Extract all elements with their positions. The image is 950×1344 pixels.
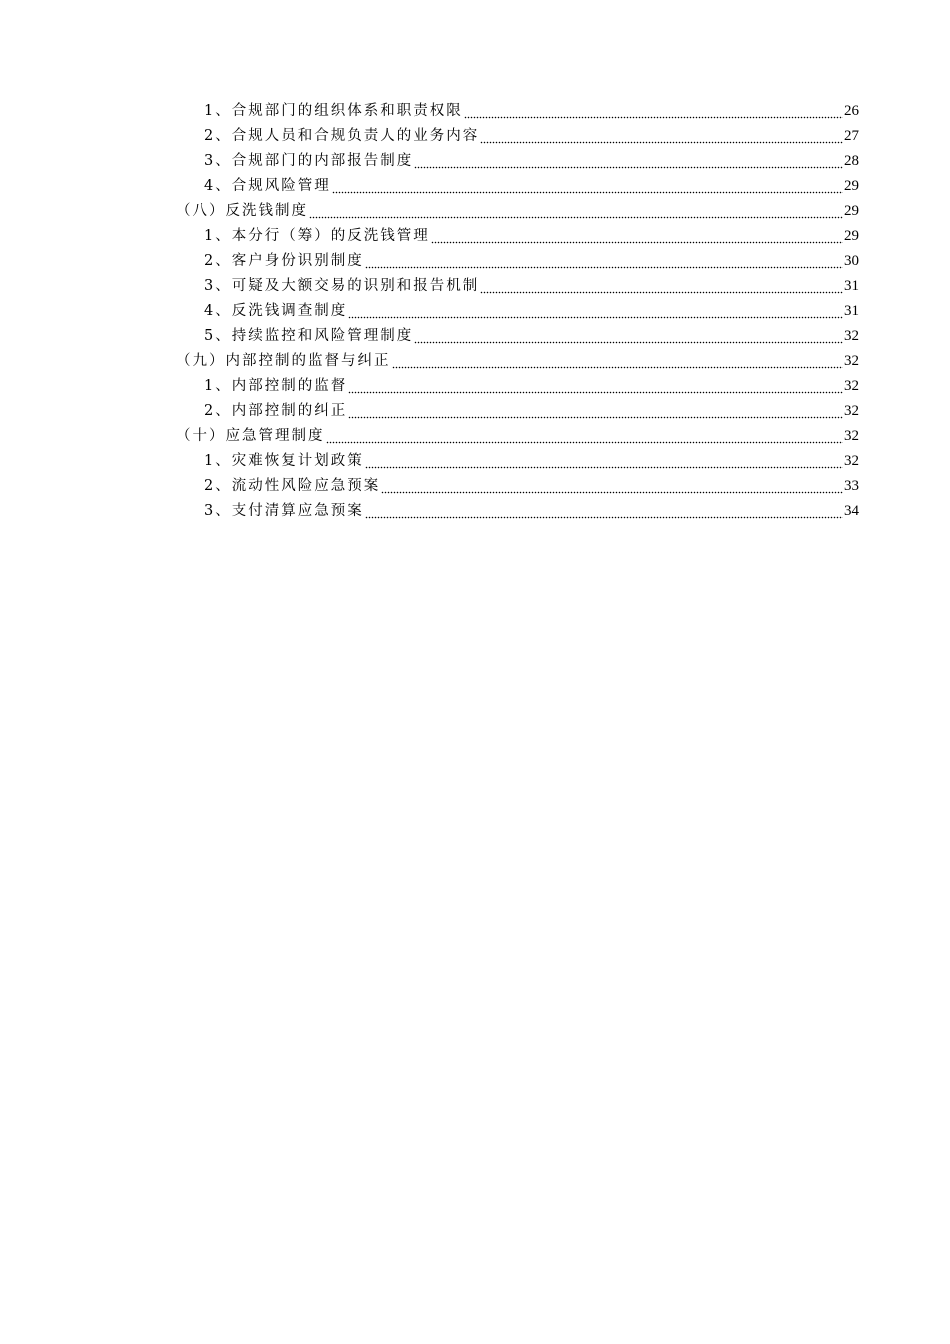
toc-entry[interactable] <box>176 199 859 224</box>
toc-dot-leader <box>309 199 843 224</box>
toc-page-number: 32 <box>844 328 859 344</box>
toc-entry-title: （八）反洗钱制度 <box>176 203 308 219</box>
toc-dot-leader <box>414 324 843 349</box>
toc-dot-leader <box>365 499 843 524</box>
toc-entry-title: （九）内部控制的监督与纠正 <box>176 353 391 369</box>
toc-dot-leader <box>365 249 843 274</box>
toc-dot-leader <box>348 399 843 424</box>
toc-entry-title: 3、支付清算应急预案 <box>204 503 364 519</box>
toc-entry[interactable] <box>204 174 859 199</box>
toc-page-number: 29 <box>844 228 859 244</box>
toc-entry-title: 3、合规部门的内部报告制度 <box>204 153 414 169</box>
toc-entry-title: 1、内部控制的监督 <box>204 378 348 394</box>
toc-entry-title: 2、流动性风险应急预案 <box>204 478 381 494</box>
toc-dot-leader <box>480 124 843 149</box>
toc-entry[interactable] <box>176 424 859 449</box>
toc-page-number: 33 <box>844 478 859 494</box>
toc-entry-title: 4、反洗钱调查制度 <box>204 303 348 319</box>
toc-entry[interactable] <box>204 224 859 249</box>
toc-page-number: 28 <box>844 153 859 169</box>
toc-entry[interactable] <box>204 474 859 499</box>
toc-entry[interactable] <box>204 99 859 124</box>
toc-entry[interactable] <box>204 499 859 524</box>
toc-dot-leader <box>332 174 843 199</box>
table-of-contents <box>0 99 950 524</box>
toc-entry[interactable] <box>204 274 859 299</box>
toc-entry-title: 2、合规人员和合规负责人的业务内容 <box>204 128 480 144</box>
toc-page-number: 29 <box>844 178 859 194</box>
toc-dot-leader <box>431 224 843 249</box>
toc-entry-title: 3、可疑及大额交易的识别和报告机制 <box>204 278 480 294</box>
toc-page-number: 29 <box>844 203 859 219</box>
toc-page-number: 32 <box>844 353 859 369</box>
toc-entry[interactable] <box>204 324 859 349</box>
toc-dot-leader <box>365 449 843 474</box>
toc-page-number: 30 <box>844 253 859 269</box>
toc-entry[interactable] <box>204 249 859 274</box>
toc-entry-title: 2、客户身份识别制度 <box>204 253 364 269</box>
toc-page-number: 27 <box>844 128 859 144</box>
toc-entry[interactable] <box>204 124 859 149</box>
toc-entry[interactable] <box>204 399 859 424</box>
toc-entry-title: 1、合规部门的组织体系和职责权限 <box>204 103 463 119</box>
toc-page-number: 32 <box>844 403 859 419</box>
toc-page-number: 32 <box>844 453 859 469</box>
toc-entry-title: 5、持续监控和风险管理制度 <box>204 328 414 344</box>
toc-entry-title: 2、内部控制的纠正 <box>204 403 348 419</box>
toc-entry[interactable] <box>176 349 859 374</box>
toc-entry[interactable] <box>204 299 859 324</box>
toc-entry[interactable] <box>204 374 859 399</box>
toc-entry-title: 1、本分行（筹）的反洗钱管理 <box>204 228 430 244</box>
toc-dot-leader <box>464 99 843 124</box>
toc-page-number: 31 <box>844 278 859 294</box>
toc-entry-title: 4、合规风险管理 <box>204 178 331 194</box>
toc-page-number: 26 <box>844 103 859 119</box>
toc-dot-leader <box>326 424 844 449</box>
toc-page-number: 32 <box>844 428 859 444</box>
toc-dot-leader <box>392 349 844 374</box>
toc-dot-leader <box>414 149 843 174</box>
toc-dot-leader <box>348 374 843 399</box>
toc-page-number: 31 <box>844 303 859 319</box>
toc-page-number: 32 <box>844 378 859 394</box>
toc-entry-title: 1、灾难恢复计划政策 <box>204 453 364 469</box>
toc-entry[interactable] <box>204 149 859 174</box>
toc-page-number: 34 <box>844 503 859 519</box>
toc-dot-leader <box>381 474 843 499</box>
toc-entry[interactable] <box>204 449 859 474</box>
toc-entry-title: （十）应急管理制度 <box>176 428 325 444</box>
toc-dot-leader <box>480 274 843 299</box>
toc-dot-leader <box>348 299 843 324</box>
